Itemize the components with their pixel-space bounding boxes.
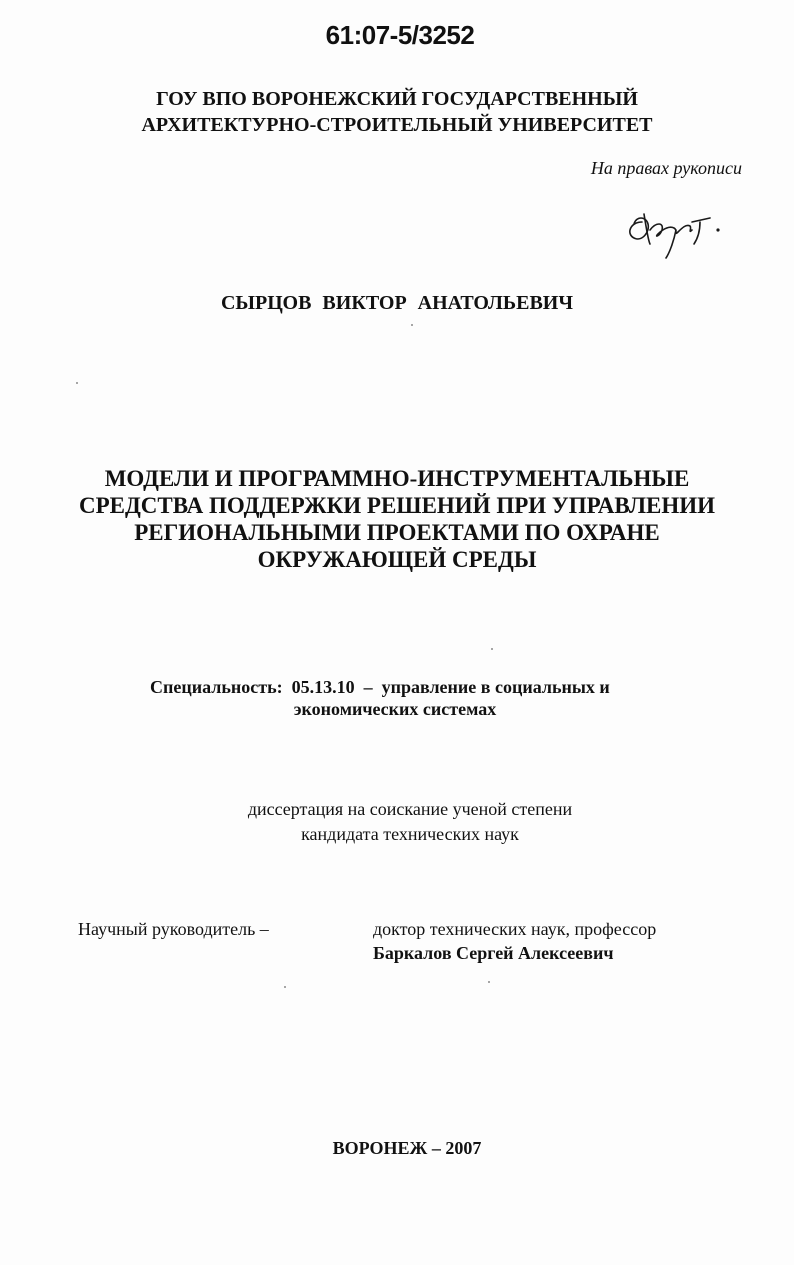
- signature-stroke: [694, 222, 700, 244]
- signature-stroke: [650, 224, 692, 236]
- institution-line-2: АРХИТЕКТУРНО-СТРОИТЕЛЬНЫЙ УНИВЕРСИТЕТ: [141, 114, 653, 136]
- supervisor-degree: доктор технических наук, профессор: [373, 919, 657, 939]
- title-line-2: СРЕДСТВА ПОДДЕРЖКИ РЕШЕНИЙ ПРИ УПРАВЛЕНИИ: [78, 493, 716, 518]
- handwritten-signature: [620, 200, 732, 266]
- title-line-1: МОДЕЛИ И ПРОГРАММНО-ИНСТРУМЕНТАЛЬНЫЕ: [104, 466, 690, 491]
- archive-code: 61:07-5/3252: [325, 20, 475, 50]
- specialty: [150, 676, 670, 720]
- specialty-line-1: Специальность: 05.13.10 – управление в социальных и: [150, 677, 610, 697]
- title-line-4: ОКРУЖАЮЩЕЙ СРЕДЫ: [257, 547, 537, 572]
- degree-line-1: диссертация на соискание ученой степени: [247, 799, 573, 819]
- manuscript-note: На правах рукописи: [590, 158, 742, 178]
- scan-speck: [284, 986, 286, 988]
- scan-speck: [488, 981, 490, 983]
- title-line-3: РЕГИОНАЛЬНЫМИ ПРОЕКТАМИ ПО ОХРАНЕ: [134, 520, 660, 545]
- scan-speck: [491, 648, 493, 650]
- city-year: ВОРОНЕЖ – 2007: [332, 1138, 482, 1158]
- signature-stroke: [692, 218, 710, 222]
- supervisor-name: Баркалов Сергей Алексеевич: [373, 943, 614, 963]
- supervisor-label: Научный руководитель –: [78, 919, 269, 939]
- specialty-line-2: экономических системах: [293, 699, 497, 719]
- degree-statement: [180, 797, 640, 847]
- author-name: СЫРЦОВ ВИКТОР АНАТОЛЬЕВИЧ: [220, 292, 574, 314]
- institution-line-1: ГОУ ВПО ВОРОНЕЖСКИЙ ГОСУДАРСТВЕННЫЙ: [156, 88, 638, 110]
- signature-stroke: [644, 214, 650, 244]
- signature-dot: [716, 228, 719, 231]
- degree-line-2: кандидата технических наук: [301, 824, 519, 844]
- signature-stroke: [666, 230, 676, 258]
- scan-speck: [411, 324, 413, 326]
- dissertation-title: [0, 465, 794, 573]
- scan-speck: [76, 382, 78, 384]
- institution-name: [0, 86, 794, 138]
